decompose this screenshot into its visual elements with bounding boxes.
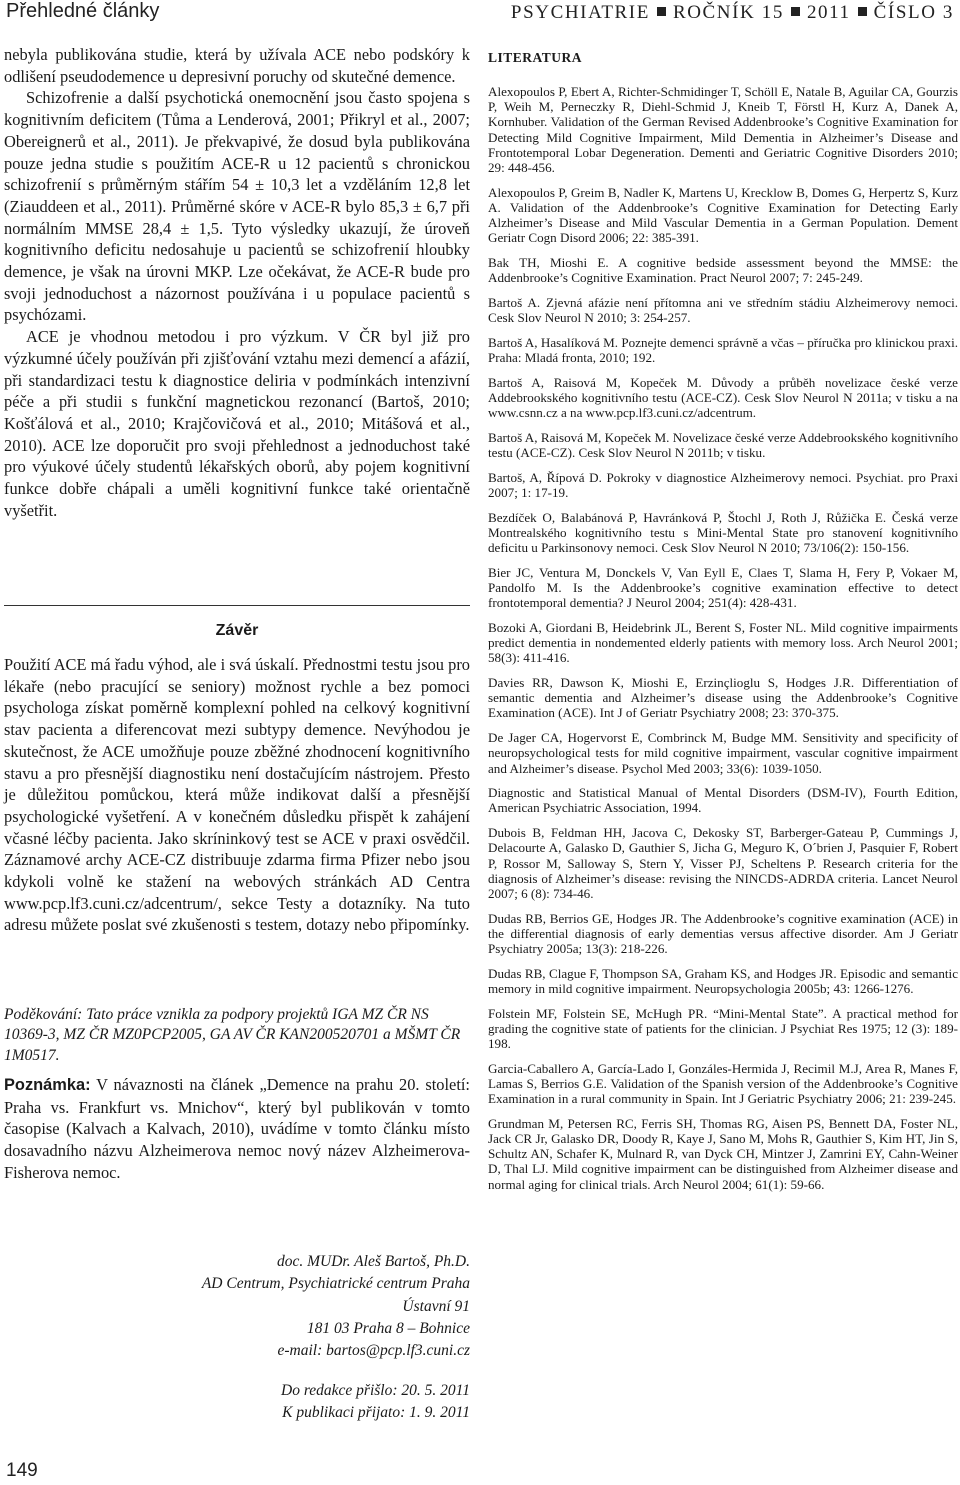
reference-item: Dudas RB, Clague F, Thompson SA, Graham KS, and Hodges JR. Episodic and semantic memory in mild cognitive impairment. Neuropsychologia 2005b; 43: 1266-1276. [488,965,958,996]
reference-item: Bartoš A. Zjevná afázie není přítomna ani ve středním stádiu Alzheimerovy nemoci. Cesk Slov Neurol N 2010; 3: 254-257. [488,294,958,326]
body-paragraph: ACE je vhodnou metodou i pro výzkum. V ČR byl již pro výzkumné účely používán při zjišťování vztahu mezi demencí a afázií, při standardizaci testu k diagnostice deliria v podmínkách intenzivní péče a při studii s funkční magnetickou rezonancí (Bartoš, 2010; Košťálová et al., 2010; Krajčovičová et al., 2010; Mitášová et al., 2010). ACE lze doporučit pro svoji přehlednost a jednoduchost také pro výukové účely studentů lékařských oborů, aby pojem kognitivní funkce dobře chápali a uměli kognitivní funkce také orientačně vyšetřit. [4,327,470,520]
received-date: Do redakce přišlo: 20. 5. 2011 [281,1382,470,1399]
journal-title: PSYCHIATRIE [510,2,650,23]
left-column [4,44,470,1422]
section-label: Přehledné články [6,0,160,22]
reference-item: Davies RR, Dawson K, Mioshi E, Erzinçlioglu S, Hodges J.R. Differentiation of semantic dementia and Alzheimer’s disease using the Addenbrooke’s Cognitive Examination (ACE). Int J of Geriatr Psychiatry 2008; 23: 370-375. [488,675,958,721]
conclusion-paragraph: Použití ACE má řadu výhod, ale i svá úskalí. Přednostmi testu jsou pro lékaře (nebo pracující se seniory) možnost rychle a bez pomoci psychologa získat poměrně komplexní pohled na celkový kognitivní stav pacienta a diferencovat mezi subtypy demence. Nevýhodou je skutečnost, že ACE umožňuje pouze zběžné zhodnocení kognitivního stavu a pro přesnější diagnostiku není dostačujícím nástrojem. Přesto je důležitou pomůckou, která může indikovat další a přesnější psychologické vyšetření. A v konečném důsledku přispět k zahájení včasné léčby pacienta. Jako skríninkový test se ACE v praxi osvědčil. Záznamové archy ACE-CZ distribuuje zdarma firma Pfizer nebo jsou kdykoli volně ke stažení na webových stránkách AD Centra www.pcp.lf3.cuni.cz/adcentrum/, sekce Testy a dotazníky. Na tuto adresu můžete poslat své zkušenosti s testem, dotazy nebo připomínky. [4,655,470,935]
author-block [4,1251,470,1362]
author-name: doc. MUDr. Aleš Bartoš, Ph.D. [276,1253,470,1270]
section-divider [4,605,470,606]
conclusion-heading: Závěr [215,622,259,639]
submission-dates [4,1380,470,1425]
author-email: e-mail: bartos@pcp.lf3.cuni.cz [277,1342,470,1360]
accepted-date: K publikaci přijato: 1. 9. 2011 [282,1404,470,1422]
reference-item: Bozoki A, Giordani B, Heidebrink JL, Berent S, Foster NL. Mild cognitive impairments predict dementia in nondemented elderly patients with memory loss. Arch Neurol 2001; 58(3): 411-416. [488,619,958,666]
references-column [488,50,958,1201]
body-paragraph: Schizofrenie a další psychotická onemocnění jsou často spojena s kognitivním deficitem (Tůma a Lenderová, 2001; Přikryl et al., 2007; Obereignerů et al., 2011). Je překvapivé, že dosud byla publikována pouze jedna studie s použitím ACE-R u 12 pacientů s chronickou schizofrenií s průměrným stářím 54 ± 10,3 let a vzděláním 12,8 let (Ziauddeen et al., 2011). Průměrné skóre v ACE-R bylo 85,3 ± 6,7 při normálním MMSE 28,4 ± 1,5. Tyto výsledky ukazují, že úroveň kognitivního deficitu nedosahuje u pacientů se schizofrenií hloubky demence, je však na úrovni MKP. Lze očekávat, že ACE-R bude pro svoji jednoduchost a názornost používána i u populace pacientů s psychózami. [4,88,470,325]
note-label: Poznámka: [4,1076,91,1094]
reference-item: Bak TH, Mioshi E. A cognitive bedside assessment beyond the MMSE: the Addenbrooke’s Cognitive Examination. Pract Neurol 2007; 7: 245-249. [488,255,958,286]
reference-item: Bezdíček O, Balabánová P, Havránková P, Štochl J, Roth J, Růžička E. Česká verze Montrealského kognitivního testu s Mini-Mental State pro stanovení kognitivního deficitu u Parkinsonovy nemoci. Cesk Slov Neurol N 2010; 73/106(2): 150-156. [488,509,958,556]
reference-item: Diagnostic and Statistical Manual of Mental Disorders (DSM-IV), Fourth Edition, American Psychiatric Association, 1994. [488,785,958,816]
reference-item: Bartoš, A, Řípová D. Pokroky v diagnostice Alzheimerovy nemoci. Psychiat. pro Praxi 2007; 1: 17-19. [488,469,958,500]
page-header [0,0,960,30]
page-number: 149 [6,1460,38,1481]
reference-item: Bartoš A, Raisová M, Kopeček M. Novelizace české verze Addebrookského kognitivního testu (ACE-CZ). Cesk Slov Neurol N 2011b; v tisku. [488,429,958,461]
reference-item: Bartoš A, Hasalíková M. Poznejte demenci správně a včas – příručka pro klinickou praxi. Praha: Mladá fronta, 2010; 192. [488,334,958,366]
reference-item: Alexopoulos P, Ebert A, Richter-Schmidinger T, Schöll E, Natale B, Aguilar CA, Gourzis P, Weih M, Perneczky R, Diehl-Schmid J, Kneib T, Förstl H, Kurz A, Danek A, Kornhuber. Validation of the German Revised Addenbrooke’s Cognitive Examination for Detecting Mild Cognitive Impairment, Mild Dementia in Alzheimer’s Disease and Frontotemporal Lobar Degeneration. Dementi and Geriatric Cognitive Disorders 2010; 29: 448-456. [488,84,958,176]
author-affiliation: AD Centrum, Psychiatrické centrum Praha [201,1275,470,1293]
body-paragraph: nebyla publikována studie, která by užívala ACE nebo podskóry k odlišení pseudodemence u depresivní poruchy od skutečné demence. [4,45,470,86]
journal-issue: ČÍSLO 3 [873,2,954,23]
note-paragraph [4,1074,470,1184]
references-title: LITERATURA [488,50,583,65]
reference-item: De Jager CA, Hogervorst E, Combrinck M, Budge MM. Sensitivity and specificity of neuropsychological tests for mild cognitive impairment, vascular cognitive impairment and Alzheimer’s disease. Psychol Med 2003; 33(6): 1039-1050. [488,730,958,776]
reference-item: Bartoš A, Raisová M, Kopeček M. Důvody a průběh novelizace české verze Addebrookského kognitivního testu (ACE-CZ). Cesk Slov Neurol N 2011a; v tisku a na www.csnn.cz a na www.pcp.lf3.cuni.cz/adcentrum. [488,374,958,421]
journal-running-head [511,2,954,24]
reference-item: Bier JC, Ventura M, Donckels V, Van Eyll E, Claes T, Slama H, Fery P, Vokaer M, Pandolfo M. Is the Addenbrooke’s cognitive examination effective to detect frontotemporal dementia? J Neurol 2004; 251(4): 428-431. [488,564,958,611]
author-street: Ústavní 91 [402,1297,470,1315]
acknowledgement: Poděkování: Tato práce vznikla za podpory projektů IGA MZ ČR NS 10369-3, MZ ČR MZ0PCP2005, GA AV ČR KAN200520701 a MŠMT ČR 1M0517. [4,1005,461,1064]
reference-item: Dudas RB, Berrios GE, Hodges JR. The Addenbrooke’s cognitive examination (ACE) in the differential diagnosis of early dementias versus affective disorder. Am J Geriatr Psychiatry 2005a; 13(3): 218-226. [488,910,958,957]
author-city: 181 03 Praha 8 – Bohnice [306,1319,470,1337]
reference-item: Alexopoulos P, Greim B, Nadler K, Martens U, Krecklow B, Domes G, Herpertz S, Kurz A. Validation of the Addenbrooke’s Cognitive Examination for Detecting Early Alzheimer’s Disease and Mild Vascular Dementia in a German Population. Dement Geriatr Cogn Disord 2006; 22: 385-391. [488,184,958,246]
note-text: V návaznosti na článek „Demence na prahu 20. století: Praha vs. Frankfurt vs. Mnichov“, který byl publikován v tomto časopise (Kalvach a Kalvach, 2010), uvádíme v tomto článku místo dosavadního názvu Alzheimerova nemoc nový název Alzheimerova-Fisherova nemoc. [4,1075,470,1182]
journal-year: 2011 [806,2,851,23]
journal-volume: ROČNÍK 15 [672,2,784,23]
reference-item: Grundman M, Petersen RC, Ferris SH, Thomas RG, Aisen PS, Bennett DA, Foster NL, Jack CR Jr, Galasko DR, Doody R, Kaye J, Sano M, Mohs R, Gauthier S, Kim HT, Jin S, Schultz AN, Schafer K, Mulnard R, van Dyck CH, Mintzer J, Zamrini EY, Cahn-Weiner D, Thal LJ. Mild cognitive impairment can be distinguished from Alzheimer disease and normal aging for clinical trials. Arch Neurol 2004; 61(1): 59-66. [488,1115,958,1192]
reference-item: Dubois B, Feldman HH, Jacova C, Dekosky ST, Barberger-Gateau P, Cummings J, Delacourte A, Galasko D, Gauthier S, Jicha G, Meguro K, O´brien J, Pasquier F, Robert P, Rossor M, Salloway S, Stern Y, Visser PJ, Scheltens P. Research criteria for the diagnosis of Alzheimer’s disease: revising the NINCDS-ADRDA criteria. Lancet Neurol 2007; 6 (8): 734-46. [488,825,958,901]
separator-square-icon [657,7,666,16]
separator-square-icon [791,7,800,16]
reference-item: Folstein MF, Folstein SE, McHugh PR. “Mini-Mental State”. A practical method for grading the cognitive state of patients for the clinician. J Psychiat Res 1975; 12 (3): 189-198. [488,1005,958,1052]
separator-square-icon [858,7,867,16]
reference-item: Garcia-Caballero A, García-Lado I, Gonzáles-Hermida J, Recimil M.J, Area R, Manes F, Lamas S, Berrios G.E. Validation of the Spanish version of the Addenbrooke’s Cognitive Examination in a rural community in Spain. Int J Geriatric Psychiatry 2006; 21: 239-245. [488,1060,958,1107]
